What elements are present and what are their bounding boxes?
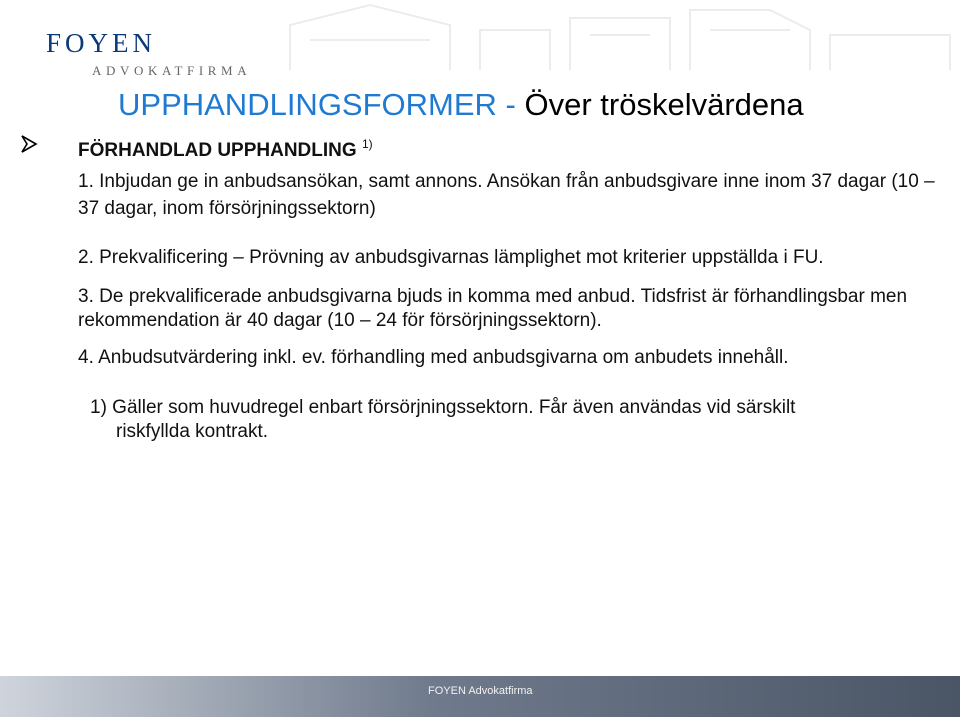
- title-part-2: Över tröskelvärdena: [524, 87, 804, 122]
- heading-text: FÖRHANDLAD UPPHANDLING: [78, 140, 357, 161]
- logo-subtitle: ADVOKATFIRMA: [92, 63, 252, 78]
- footnote-line-2: riskfyllda kontrakt.: [116, 421, 269, 442]
- building-watermark-icon: [250, 0, 960, 70]
- paragraph-step-4: 4. Anbudsutvärdering inkl. ev. förhandling med anbudsgivarna om anbudets innehåll.: [78, 347, 789, 368]
- arrow-bullet-icon: [20, 135, 38, 153]
- paragraph-step-2: 2. Prekvalificering – Prövning av anbudsgivarnas lämplighet mot kriterier uppställda i FU.: [78, 247, 824, 268]
- footnote-line-1: 1) Gäller som huvudregel enbart försörjningssektorn. Får även användas vid särskilt: [90, 397, 796, 418]
- footnote: [90, 396, 920, 444]
- slide-title: [118, 85, 804, 125]
- section-heading: [78, 132, 373, 163]
- paragraph-step-1: 1. Inbjudan ge in anbudsansökan, samt annons. Ansökan från anbudsgivare inne inom 37 dagar (10 – 37 dagar, inom försörjningssektorn): [78, 171, 935, 219]
- logo-name: FOYEN: [46, 28, 157, 58]
- title-part-1: UPPHANDLINGSFORMER -: [118, 87, 525, 122]
- heading-footnote-ref: 1): [361, 137, 373, 151]
- footer-text: FOYEN Advokatfirma: [428, 685, 533, 697]
- logo: [46, 30, 251, 78]
- paragraph-step-3: 3. De prekvalificerade anbudsgivarna bjuds in komma med anbud. Tidsfrist är förhandlingsbar men rekommendation är 40 dagar (10 – 24 för försörjningssektorn).: [78, 286, 908, 331]
